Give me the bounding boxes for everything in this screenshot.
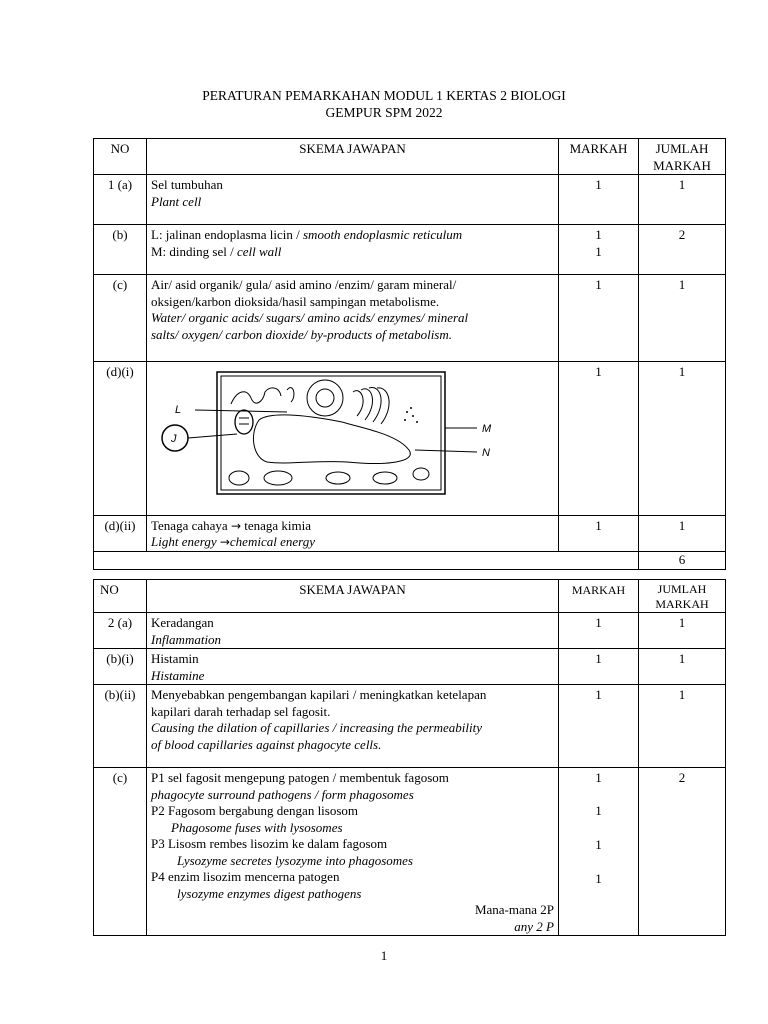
question-number: (c) (94, 275, 147, 362)
plant-cell-diagram (147, 362, 559, 510)
header-markah: MARKAH (559, 139, 639, 175)
header-jumlah-line1: JUMLAH (657, 582, 707, 596)
answer-cell (147, 515, 559, 551)
table-row (94, 768, 726, 936)
total-value: 6 (639, 551, 726, 569)
header-jumlah-line2: MARKAH (655, 597, 709, 611)
label-M: M (482, 423, 492, 435)
question-number: 2 (a) (94, 613, 147, 649)
table-row (94, 649, 726, 685)
table-row (94, 275, 726, 362)
arrow-icon: → (219, 535, 230, 549)
question-number: (d)(ii) (94, 515, 147, 551)
header-jumlah-line1: JUMLAH (655, 141, 709, 156)
answer-cell (147, 649, 559, 685)
ribosome-dots (404, 407, 418, 423)
table-row (94, 685, 726, 768)
jumlah-cell: 2 (639, 768, 726, 936)
question-number: (b)(i) (94, 649, 147, 685)
point-3-english: Lysozyme secretes lysozyme into phagosomes (177, 852, 413, 868)
markah-value: 1 (595, 871, 602, 886)
answer-text: Sel tumbuhan (151, 177, 223, 192)
markah-cell: 1 (559, 362, 639, 516)
header-skema: SKEMA JAWAPAN (147, 580, 559, 613)
markah-cell (559, 768, 639, 936)
answer-text: Air/ asid organik/ gula/ asid amino /enzim/ garam mineral/ (151, 277, 457, 292)
label-L: L (175, 404, 182, 416)
total-spacer (94, 551, 639, 569)
answer-text: Keradangan (151, 615, 214, 630)
answer-text-english: smooth endoplasmic reticulum (303, 227, 463, 242)
markah-cell: 1 (559, 515, 639, 551)
answer-text-english: Plant cell (151, 193, 202, 209)
total-row (94, 551, 726, 569)
header-skema: SKEMA JAWAPAN (147, 139, 559, 175)
answer-cell (147, 225, 559, 275)
any-2-points-english: any 2 P (514, 918, 554, 934)
answer-line-M (151, 244, 554, 261)
answer-cell (147, 275, 559, 362)
answer-text-english: Inflammation (151, 631, 222, 647)
any-2-points: Mana-mana 2P (474, 902, 554, 917)
answer-text: M: dinding sel / (151, 243, 237, 259)
pointer-J (188, 434, 237, 438)
answer-text: Menyebabkan pengembangan kapilari / meningkatkan ketelapan (151, 687, 487, 702)
header-no: NO (94, 139, 147, 175)
jumlah-cell: 1 (639, 613, 726, 649)
header-jumlah (639, 580, 726, 613)
pointer-N (415, 450, 477, 452)
answer-text-english: Histamine (151, 667, 205, 683)
nucleus (307, 380, 343, 416)
document-subtitle: GEMPUR SPM 2022 (325, 105, 443, 120)
header-jumlah (639, 139, 726, 175)
table-row (94, 175, 726, 225)
markah-value: 1 (595, 227, 602, 242)
markah-value: 1 (595, 803, 602, 818)
markah-cell: 1 (559, 685, 639, 768)
markah-cell: 1 (559, 275, 639, 362)
answer-text: Histamin (151, 651, 199, 666)
question-number: 1 (a) (94, 175, 147, 225)
question-number: (c) (94, 768, 147, 936)
answer-text: kapilari darah terhadap sel fagosit. (151, 703, 331, 719)
jumlah-cell: 1 (639, 649, 726, 685)
answer-text-english: Causing the dilation of capillaries / increasing the permeability (151, 720, 482, 735)
point-1: P1 sel fagosit mengepung patogen / membentuk fagosom (151, 770, 449, 785)
document-title: PERATURAN PEMARKAHAN MODUL 1 KERTAS 2 BIOLOGI (202, 88, 566, 103)
jumlah-cell: 1 (639, 685, 726, 768)
vacuole (253, 415, 410, 464)
markah-cell: 1 (559, 613, 639, 649)
answer-table-1 (93, 138, 726, 570)
jumlah-cell: 2 (639, 225, 726, 275)
table-row (94, 362, 726, 516)
markah-value: 1 (595, 770, 602, 785)
header-no: NO (94, 580, 147, 613)
jumlah-cell: 1 (639, 515, 726, 551)
mitochondrion-j (235, 410, 253, 434)
arrow-icon: → (230, 518, 241, 533)
header-jumlah-line2: MARKAH (653, 157, 711, 173)
answer-cell (147, 175, 559, 225)
point-3: P3 Lisosm rembes lisozim ke dalam fagosom (151, 836, 388, 851)
markah-value: 1 (595, 243, 602, 259)
point-4: P4 enzim lisozim mencerna patogen (151, 869, 340, 884)
markah-cell (559, 225, 639, 275)
answer-line-L (151, 227, 554, 244)
answer-table-2 (93, 579, 726, 936)
question-number: (b) (94, 225, 147, 275)
jumlah-cell: 1 (639, 275, 726, 362)
table-row (94, 515, 726, 551)
bottom-organelles (229, 468, 429, 485)
header-markah: MARKAH (559, 580, 639, 613)
label-J: J (171, 433, 177, 445)
point-2-english: Phagosome fuses with lysosomes (171, 819, 343, 835)
answer-text-english: salts/ oxygen/ carbon dioxide/ by-products of metabolism. (151, 326, 452, 342)
answer-cell (147, 685, 559, 768)
answer-text-english: chemical energy (229, 534, 315, 549)
table-row (94, 225, 726, 275)
answer-text: oksigen/karbon dioksida/hasil sampingan metabolisme. (151, 293, 440, 309)
question-number: (b)(ii) (94, 685, 147, 768)
point-2: P2 Fagosom bergabung dengan lisosom (151, 803, 359, 818)
smooth-er (231, 388, 281, 404)
page-number: 1 (380, 948, 388, 963)
answer-text-english: cell wall (236, 243, 282, 259)
label-N: N (482, 447, 490, 459)
table-header-row (94, 580, 726, 613)
nucleolus (316, 389, 334, 407)
question-number: (d)(i) (94, 362, 147, 516)
rough-er (353, 387, 389, 424)
cell-wall-outer (217, 372, 445, 494)
answer-cell (147, 613, 559, 649)
answer-cell (147, 768, 559, 936)
answer-line-english (151, 534, 554, 551)
table-header-row (94, 139, 726, 175)
jumlah-cell: 1 (639, 362, 726, 516)
answer-text-english: Water/ organic acids/ sugars/ amino acids/ enzymes/ mineral (151, 310, 469, 325)
answer-text: tenaga kimia (241, 517, 312, 533)
answer-line (151, 518, 554, 535)
answer-text: L: jalinan endoplasma licin / (151, 227, 303, 242)
point-1-english: phagocyte surround pathogens / form phagosomes (151, 786, 414, 802)
markah-cell: 1 (559, 175, 639, 225)
point-4-english: lysozyme enzymes digest pathogens (177, 885, 362, 901)
diagram-cell (147, 362, 559, 516)
markah-cell: 1 (559, 649, 639, 685)
answer-text-english: Light energy (151, 534, 220, 549)
table-row (94, 613, 726, 649)
answer-text: Tenaga cahaya (151, 517, 231, 533)
answer-text-english: of blood capillaries against phagocyte cells. (151, 736, 382, 752)
jumlah-cell: 1 (639, 175, 726, 225)
markah-value: 1 (595, 837, 602, 852)
golgi (287, 388, 294, 402)
